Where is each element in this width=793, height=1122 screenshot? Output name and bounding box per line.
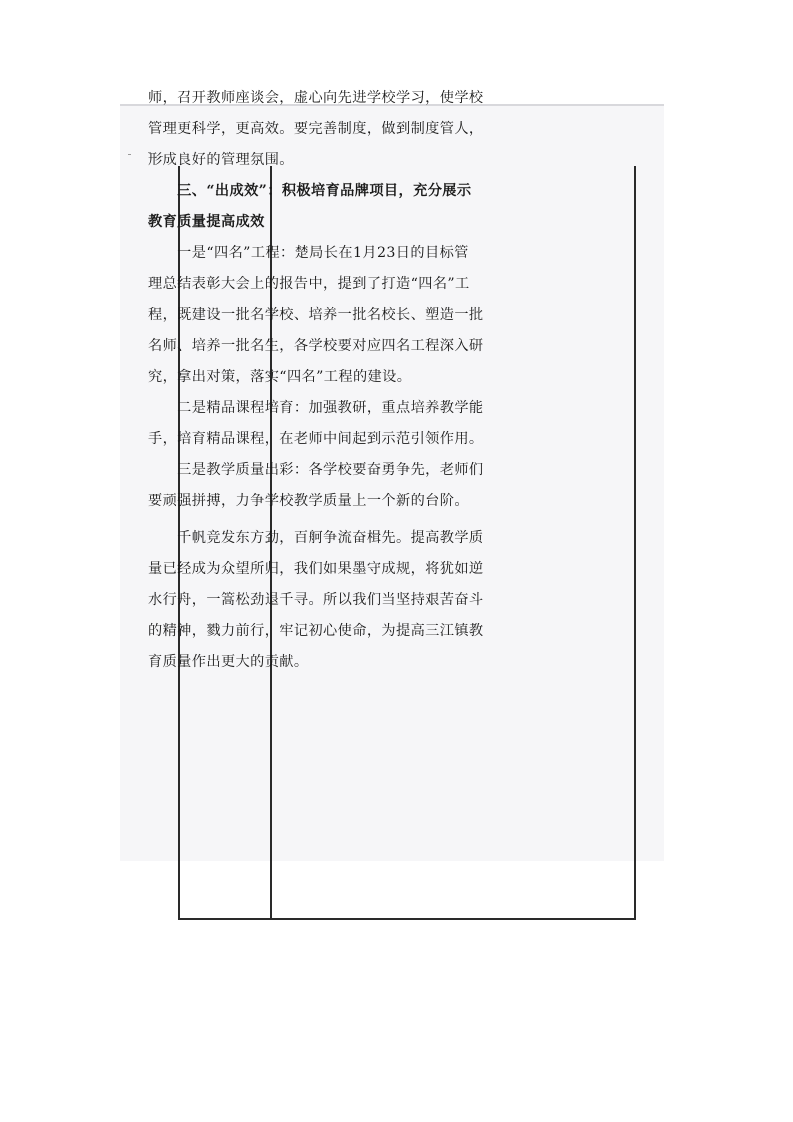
text-line: 师，召开教师座谈会，虚心向先进学校学习，使学校 <box>148 90 484 106</box>
text-line: 管理更科学，更高效。要完善制度，做到制度管人， <box>148 121 484 137</box>
text-line: 理总结表彰大会上的报告中，提到了打造“四名”工 <box>148 276 470 292</box>
section-heading: 三、“出成效”：积极培育品牌项目，充分展示 <box>148 183 472 199</box>
text-line: 形成良好的管理氛围。 <box>148 152 294 168</box>
section-heading: 教育质量提高成效 <box>148 214 265 230</box>
text-line: 手，培育精品课程，在老师中间起到示范引领作用。 <box>148 431 484 447</box>
text-line: 要顽强拼搏，力争学校教学质量上一个新的台阶。 <box>148 493 469 509</box>
text-line: 名师、培养一批名生，各学校要对应四名工程深入研 <box>148 338 484 354</box>
text-line: 水行舟，一篙松劲退千寻。所以我们当坚持艰苦奋斗 <box>148 592 484 608</box>
text-line: 二是精品课程培育：加强教研，重点培养教学能 <box>148 400 484 416</box>
text-line: 三是教学质量出彩：各学校要奋勇争先，老师们 <box>148 462 484 478</box>
document-body <box>148 83 488 678</box>
text-line: 千帆竞发东方劲，百舸争流奋楫先。提高教学质 <box>148 530 484 546</box>
text-line: 究，拿出对策，落实“四名”工程的建设。 <box>148 369 412 385</box>
text-line: 量已经成为众望所归，我们如果墨守成规，将犹如逆 <box>148 561 484 577</box>
text-line: 育质量作出更大的贡献。 <box>148 654 309 670</box>
text-line: 的精神，戮力前行，牢记初心使命，为提高三江镇教 <box>148 623 484 639</box>
text-line: 一是“四名”工程：楚局长在1月23日的目标管 <box>148 245 469 261</box>
text-line: 程，既建设一批名学校、培养一批名校长、塑造一批 <box>148 307 484 323</box>
